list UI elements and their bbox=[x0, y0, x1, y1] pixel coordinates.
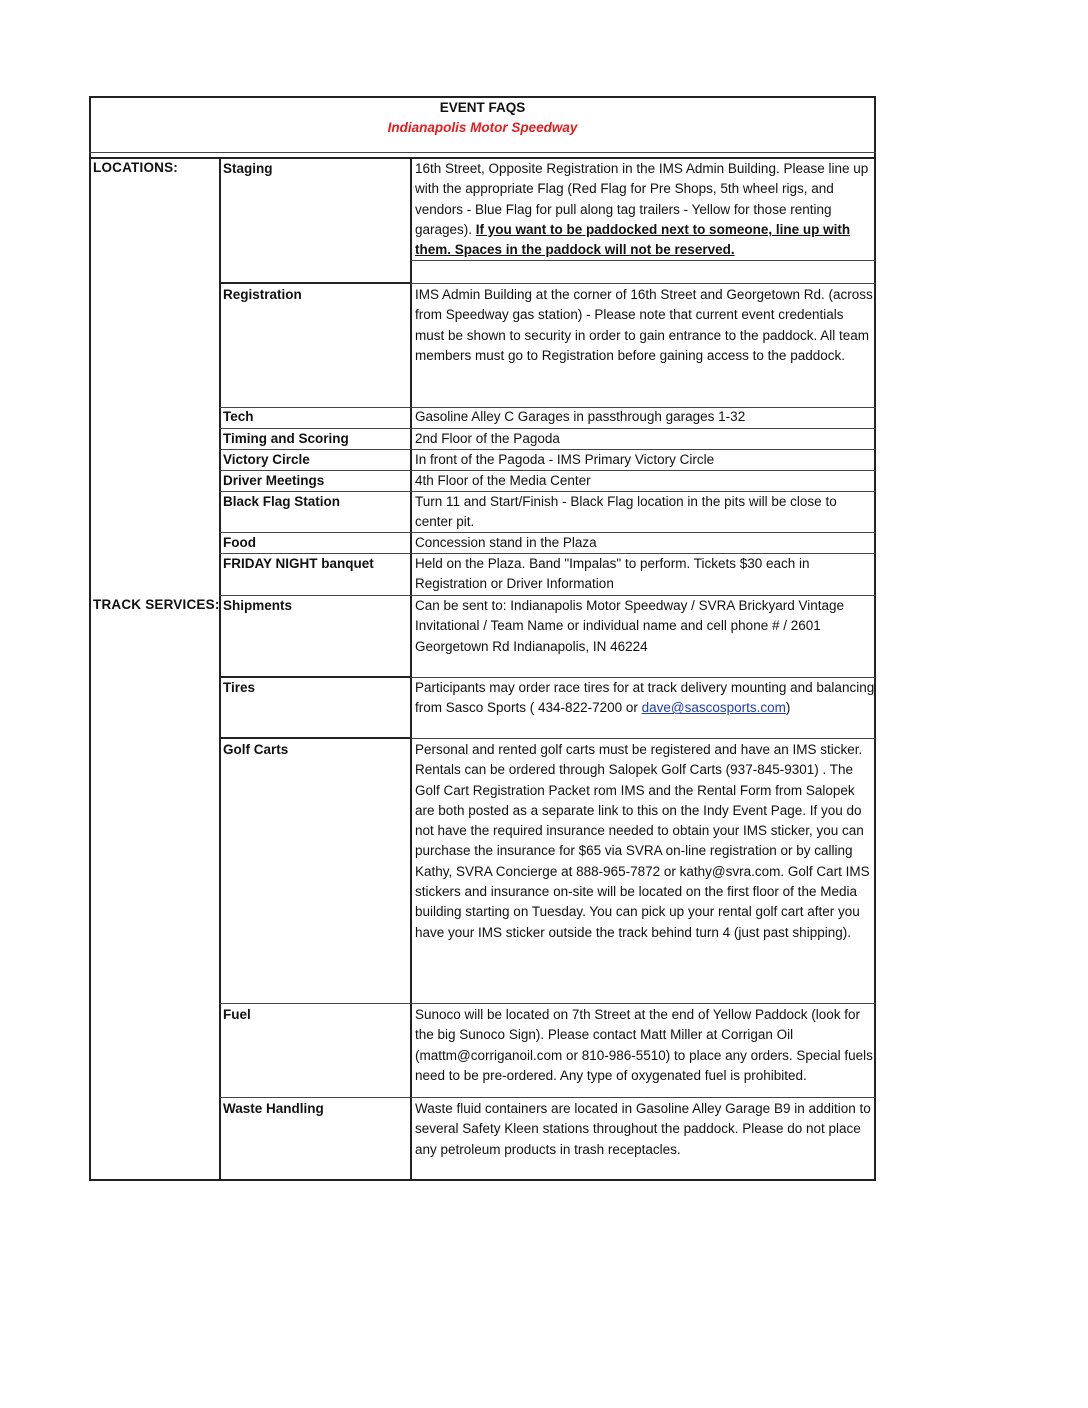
page-title: EVENT FAQS bbox=[439, 100, 526, 115]
row-label-golf-carts: Golf Carts bbox=[223, 742, 289, 757]
row-text-fuel: Sunoco will be located on 7th Street at the end of Yellow Paddock (look for the big Sunoco Sign). Please contact Matt Miller at Corrigan Oil (mattm@corriganoil.com or 810-986-5510) to place any orders. Special fuels need to be pre-ordered. Any type of oxygenated fuel is prohibited. bbox=[415, 1007, 873, 1083]
row-rule bbox=[219, 1003, 876, 1004]
row-label-driver-meetings: Driver Meetings bbox=[223, 473, 325, 488]
venue-subtitle: Indianapolis Motor Speedway bbox=[387, 120, 578, 135]
tires-text-end: ) bbox=[785, 700, 791, 716]
row-label-shipments: Shipments bbox=[223, 598, 293, 613]
column-divider-1 bbox=[219, 158, 221, 1181]
row-text-black-flag: Turn 11 and Start/Finish - Black Flag location in the pits will be close to center pit. bbox=[415, 494, 837, 530]
row-label-tires: Tires bbox=[223, 680, 256, 695]
row-label-black-flag: Black Flag Station bbox=[223, 494, 341, 509]
row-label-victory-circle: Victory Circle bbox=[223, 452, 310, 467]
row-label-food: Food bbox=[223, 535, 256, 550]
row-text-timing: 2nd Floor of the Pagoda bbox=[415, 431, 560, 446]
header-rule bbox=[89, 152, 876, 153]
row-rule bbox=[410, 738, 876, 739]
row-rule bbox=[219, 737, 412, 739]
row-label-tech: Tech bbox=[223, 409, 254, 424]
staging-text: 16th Street, Opposite Registration in the IMS Admin Building. Please line up with the appropriate Flag (Red Flag for Pre Shops, 5th wheel rigs, and vendors - Blue Flag for pull along tag trailers - Yellow for those renting garages). bbox=[415, 161, 869, 237]
row-label-timing: Timing and Scoring bbox=[223, 431, 349, 446]
row-text-tech: Gasoline Alley C Garages in passthrough garages 1-32 bbox=[415, 409, 746, 424]
row-text-registration: IMS Admin Building at the corner of 16th Street and Georgetown Rd. (across from Speedway gas station) - Please note that current event credentials must be shown to security in order to gain entrance to the paddock. All team members must go to Registration before gaining access to the paddock. bbox=[415, 287, 873, 363]
row-label-waste: Waste Handling bbox=[223, 1101, 324, 1116]
row-label-staging: Staging bbox=[223, 161, 273, 176]
row-label-banquet: FRIDAY NIGHT banquet bbox=[223, 556, 374, 571]
column-divider-2 bbox=[410, 158, 412, 1181]
row-rule bbox=[410, 283, 876, 284]
row-rule bbox=[219, 282, 412, 284]
row-text-driver-meetings: 4th Floor of the Media Center bbox=[415, 473, 591, 488]
row-text-staging bbox=[415, 159, 875, 260]
row-text-banquet: Held on the Plaza. Band "Impalas" to perform. Tickets $30 each in Registration or Driver Information bbox=[415, 556, 810, 592]
section-track-services: TRACK SERVICES: bbox=[93, 597, 220, 612]
row-text-waste: Waste fluid containers are located in Gasoline Alley Garage B9 in addition to several Safety Kleen stations throughout the paddock. Please do not place any petroleum products in trash receptacles. bbox=[415, 1101, 871, 1157]
row-text-food: Concession stand in the Plaza bbox=[415, 535, 597, 550]
row-text-golf-carts: Personal and rented golf carts must be registered and have an IMS sticker. Rentals can be ordered through Salopek Golf Carts (937-845-9301) . The Golf Cart Registration Packet rom IMS and the Rental Form from Salopek are both posted as a separate link to this on the Indy Event Page. If you do not have the required insurance needed to obtain your IMS sticker, you can purchase the insurance for $65 via SVRA on-line registration or by calling Kathy, SVRA Concierge at 888-965-7872 or kathy@svra.com. Golf Cart IMS stickers and insurance on-site will be located on the first floor of the Media building starting on Tuesday. You can pick up your rental golf cart after you have your IMS sticker outside the track behind turn 4 (just past shipping). bbox=[415, 742, 870, 940]
section-locations: LOCATIONS: bbox=[93, 160, 178, 175]
row-text-victory-circle: In front of the Pagoda - IMS Primary Victory Circle bbox=[415, 452, 715, 467]
row-rule bbox=[219, 1097, 876, 1098]
tires-text: Participants may order race tires for at track delivery mounting and balancing from Sasco Sports ( 434-822-7200 or bbox=[415, 680, 875, 716]
row-label-registration: Registration bbox=[223, 287, 302, 302]
row-text-shipments: Can be sent to: Indianapolis Motor Speedway / SVRA Brickyard Vintage Invitational / Team Name or individual name and cell phone # / 2601 Georgetown Rd Indianapolis, IN 46224 bbox=[415, 598, 844, 654]
row-label-fuel: Fuel bbox=[223, 1007, 251, 1022]
staging-note: If you want to be paddocked next to someone, line up with them. Spaces in the paddock will not be reserved. bbox=[415, 221, 851, 258]
row-text-tires bbox=[415, 678, 875, 719]
tires-email-link[interactable]: dave@sascosports.com bbox=[641, 700, 786, 716]
